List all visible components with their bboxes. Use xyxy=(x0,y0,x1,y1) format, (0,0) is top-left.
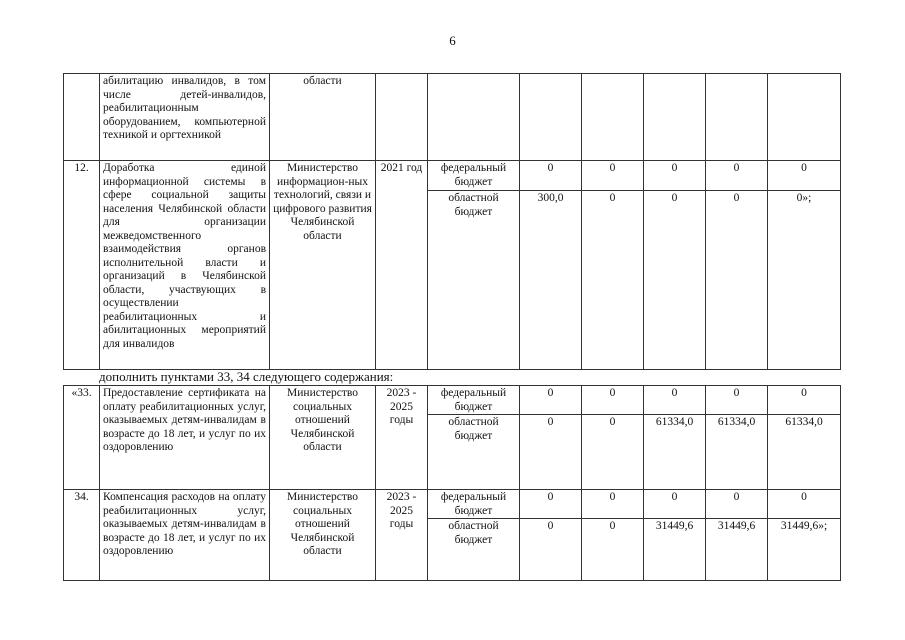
value-cell: 61334,0 xyxy=(768,415,841,490)
period-cell xyxy=(376,74,428,161)
value-cell: 0 xyxy=(582,161,644,191)
value-cell: 0 xyxy=(706,490,768,519)
value-cell: 31449,6 xyxy=(644,519,706,581)
row-number-cell xyxy=(64,74,100,161)
period-cell: 2023 - 2025 годы xyxy=(376,490,428,581)
value-cell xyxy=(768,74,841,161)
value-cell: 0 xyxy=(768,161,841,191)
value-cell: 300,0 xyxy=(520,191,582,370)
value-cell: 0 xyxy=(520,386,582,415)
row-number-cell: 12. xyxy=(64,161,100,370)
source-cell: областной бюджет xyxy=(428,519,520,581)
source-cell: федеральный бюджет xyxy=(428,490,520,519)
value-cell: 0 xyxy=(582,191,644,370)
value-cell: 31449,6 xyxy=(706,519,768,581)
value-cell: 0 xyxy=(644,161,706,191)
source-cell: федеральный бюджет xyxy=(428,386,520,415)
value-cell: 0 xyxy=(706,161,768,191)
value-cell: 0 xyxy=(768,490,841,519)
value-cell: 0 xyxy=(706,386,768,415)
table-row-33-federal xyxy=(64,386,841,415)
measures-table-top xyxy=(63,73,841,370)
value-cell: 61334,0 xyxy=(706,415,768,490)
description-cell: абилитацию инвалидов, в том числе детей-инвалидов, реабилитационным оборудованием, компьютерной техникой и оргтехникой xyxy=(100,74,270,161)
value-cell: 0 xyxy=(768,386,841,415)
table-row-12-federal xyxy=(64,161,841,191)
executor-cell: Министерство социальных отношений Челябинской области xyxy=(270,490,376,581)
executor-cell: Министерство социальных отношений Челябинской области xyxy=(270,386,376,490)
value-cell: 31449,6»; xyxy=(768,519,841,581)
value-cell: 0 xyxy=(582,386,644,415)
value-cell: 0 xyxy=(582,490,644,519)
period-cell: 2021 год xyxy=(376,161,428,370)
value-cell: 61334,0 xyxy=(644,415,706,490)
source-cell: федеральный бюджет xyxy=(428,161,520,191)
executor-cell: Министерство информацион-ных технологий, связи и цифрового развития Челябинской области xyxy=(270,161,376,370)
table-row-34-federal xyxy=(64,490,841,519)
source-cell: областной бюджет xyxy=(428,191,520,370)
period-cell: 2023 - 2025 годы xyxy=(376,386,428,490)
table-row-continuation xyxy=(64,74,841,161)
source-cell: областной бюджет xyxy=(428,415,520,490)
value-cell: 0 xyxy=(520,519,582,581)
executor-cell: области xyxy=(270,74,376,161)
value-cell: 0 xyxy=(520,490,582,519)
value-cell: 0 xyxy=(582,415,644,490)
value-cell: 0 xyxy=(520,161,582,191)
value-cell: 0 xyxy=(644,490,706,519)
source-cell xyxy=(428,74,520,161)
value-cell: 0»; xyxy=(768,191,841,370)
description-cell: Предоставление сертификата на оплату реабилитационных услуг, оказываемых детям-инвалидам в возрасте до 18 лет, и услуг по их оздоровлению xyxy=(100,386,270,490)
value-cell: 0 xyxy=(644,191,706,370)
amendment-intro-text: дополнить пунктами 33, 34 следующего содержания: xyxy=(99,369,394,384)
value-cell: 0 xyxy=(706,191,768,370)
value-cell: 0 xyxy=(520,415,582,490)
row-number-cell: «33. xyxy=(64,386,100,490)
row-number-cell: 34. xyxy=(64,490,100,581)
description-cell: Доработка единой информационной системы в сфере социальной защиты населения Челябинской области для организации межведомственного взаимодействия органов исполнительной власти и организаций в Челябинской области, участвующих в осуществлении реабилитационных и абилитационных мероприятий для инвалидов xyxy=(100,161,270,370)
page-number: 6 xyxy=(449,33,456,48)
value-cell: 0 xyxy=(582,519,644,581)
value-cell xyxy=(644,74,706,161)
value-cell xyxy=(582,74,644,161)
value-cell xyxy=(520,74,582,161)
value-cell: 0 xyxy=(644,386,706,415)
measures-table-bottom xyxy=(63,385,841,581)
value-cell xyxy=(706,74,768,161)
description-cell: Компенсация расходов на оплату реабилитационных услуг, оказываемых детям-инвалидам в возрасте до 18 лет, и услуг по их оздоровлению xyxy=(100,490,270,581)
